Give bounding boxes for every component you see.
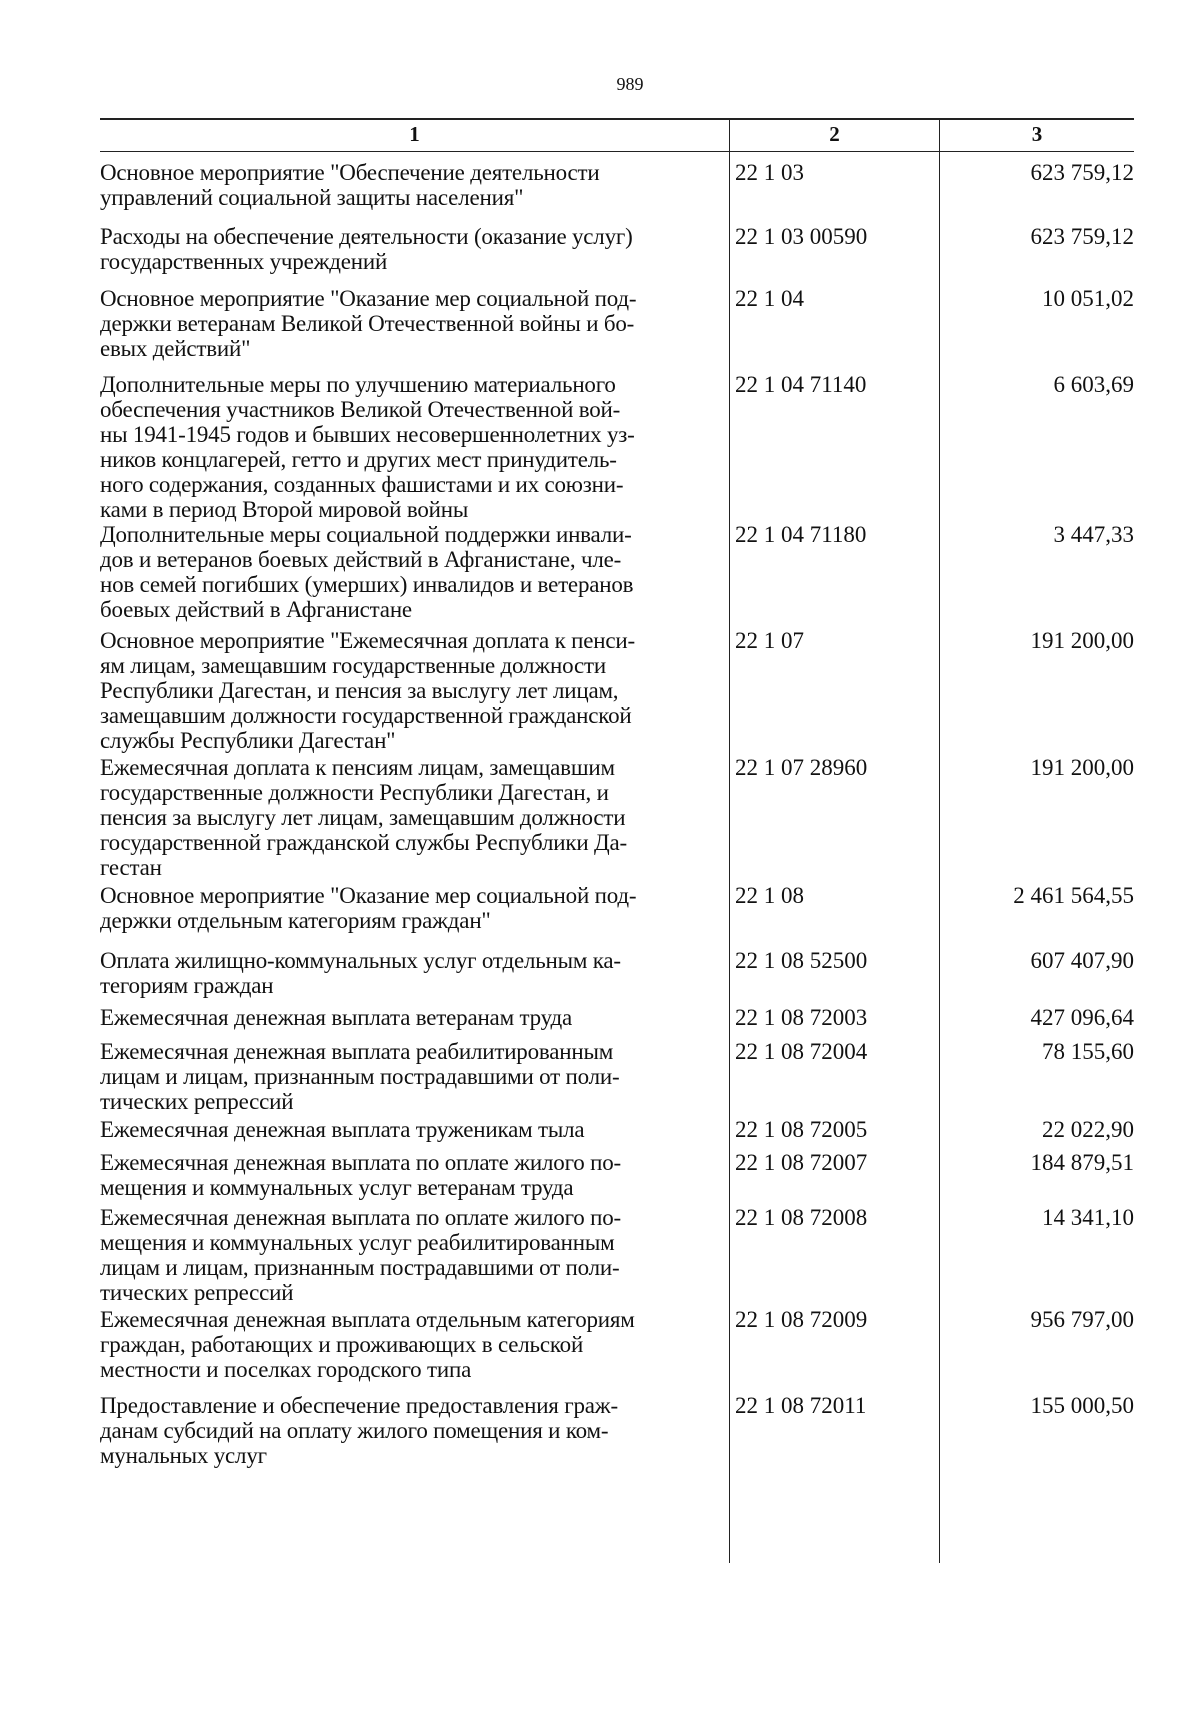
column-header-3: 3 bbox=[1031, 122, 1043, 146]
row-code: 22 1 08 72011 bbox=[735, 1393, 867, 1418]
row-name: Основное мероприятие "Обеспечение деятельности управлений социальной защиты населения" bbox=[100, 160, 600, 210]
row-code: 22 1 03 bbox=[735, 160, 804, 185]
row-code: 22 1 04 71140 bbox=[735, 372, 867, 397]
table-top-rule bbox=[100, 118, 1134, 120]
row-amount: 22 022,90 bbox=[1042, 1117, 1134, 1142]
column-divider-1 bbox=[729, 118, 730, 1563]
row-name: Расходы на обеспечение деятельности (оказание услуг) государственных учреждений bbox=[100, 224, 633, 274]
row-amount: 78 155,60 bbox=[1042, 1039, 1134, 1064]
row-name: Ежемесячная денежная выплата по оплате жилого по- мещения и коммунальных услуг ветеранам труда bbox=[100, 1150, 621, 1200]
row-code: 22 1 08 52500 bbox=[735, 948, 868, 973]
row-amount: 14 341,10 bbox=[1042, 1205, 1134, 1230]
table-header-rule bbox=[100, 151, 1134, 152]
row-amount: 155 000,50 bbox=[1030, 1393, 1134, 1418]
row-amount: 607 407,90 bbox=[1030, 948, 1134, 973]
row-name: Ежемесячная доплата к пенсиям лицам, замещавшим государственные должности Республики Дагестан, и пенсия за выслугу лет лицам, замещавшим должности государственной гражданской службы Республики Да- гестан bbox=[100, 755, 627, 880]
row-code: 22 1 08 72005 bbox=[735, 1117, 868, 1142]
row-name: Основное мероприятие "Ежемесячная доплата к пенси- ям лицам, замещавшим государственные должности Республики Дагестан, и пенсия за выслугу лет лицам, замещавшим должности государственной гражданской службы Республики Дагестан" bbox=[100, 628, 635, 753]
row-code: 22 1 08 72009 bbox=[735, 1307, 868, 1332]
row-code: 22 1 04 bbox=[735, 286, 804, 311]
row-amount: 956 797,00 bbox=[1030, 1307, 1134, 1332]
row-name: Ежемесячная денежная выплата труженикам тыла bbox=[100, 1117, 585, 1142]
row-code: 22 1 04 71180 bbox=[735, 522, 867, 547]
row-name: Оплата жилищно-коммунальных услуг отдельным ка- тегориям граждан bbox=[100, 948, 621, 998]
row-name: Ежемесячная денежная выплата отдельным категориям граждан, работающих и проживающих в сельской местности и поселках городского типа bbox=[100, 1307, 635, 1382]
row-code: 22 1 07 28960 bbox=[735, 755, 868, 780]
column-divider-2 bbox=[939, 118, 940, 1563]
page-number: 989 bbox=[616, 74, 644, 94]
row-name: Основное мероприятие "Оказание мер социальной под- держки отдельным категориям граждан" bbox=[100, 883, 637, 933]
row-amount: 623 759,12 bbox=[1030, 224, 1134, 249]
row-amount: 6 603,69 bbox=[1053, 372, 1134, 397]
row-amount: 184 879,51 bbox=[1030, 1150, 1134, 1175]
row-amount: 191 200,00 bbox=[1030, 755, 1134, 780]
row-code: 22 1 07 bbox=[735, 628, 804, 653]
budget-table bbox=[100, 118, 1134, 1563]
row-name: Основное мероприятие "Оказание мер социальной под- держки ветеранам Великой Отечественной войны и бо- евых действий" bbox=[100, 286, 637, 361]
row-amount: 3 447,33 bbox=[1053, 522, 1134, 547]
column-header-2: 2 bbox=[829, 122, 840, 146]
row-name: Предоставление и обеспечение предоставления граж- данам субсидий на оплату жилого помещения и ком- мунальных услуг bbox=[100, 1393, 618, 1468]
row-code: 22 1 08 72008 bbox=[735, 1205, 868, 1230]
row-amount: 427 096,64 bbox=[1030, 1005, 1134, 1030]
row-amount: 2 461 564,55 bbox=[1013, 883, 1134, 908]
row-amount: 191 200,00 bbox=[1030, 628, 1134, 653]
row-code: 22 1 08 72007 bbox=[735, 1150, 868, 1175]
row-amount: 10 051,02 bbox=[1042, 286, 1134, 311]
column-header-1: 1 bbox=[409, 122, 420, 146]
row-code: 22 1 08 bbox=[735, 883, 804, 908]
row-name: Дополнительные меры по улучшению материального обеспечения участников Великой Отечественной вой- ны 1941-1945 годов и бывших несовершеннолетних уз- ников концлагерей, гетто и других мест принудитель- ного содержания, созданных фашистами и их союзни- ками в период Второй мировой войны bbox=[100, 372, 635, 522]
row-amount: 623 759,12 bbox=[1030, 160, 1134, 185]
row-name: Дополнительные меры социальной поддержки инвали- дов и ветеранов боевых действий в Афганистане, чле- нов семей погибших (умерших) инвалидов и ветеранов боевых действий в Афганистане bbox=[100, 522, 634, 622]
row-name: Ежемесячная денежная выплата по оплате жилого по- мещения и коммунальных услуг реабилитированным лицам и лицам, признанным пострадавшими от поли- тических репрессий bbox=[100, 1205, 621, 1305]
row-code: 22 1 08 72004 bbox=[735, 1039, 868, 1064]
row-name: Ежемесячная денежная выплата ветеранам труда bbox=[100, 1005, 572, 1030]
row-name: Ежемесячная денежная выплата реабилитированным лицам и лицам, признанным пострадавшими от поли- тических репрессий bbox=[100, 1039, 620, 1114]
row-code: 22 1 08 72003 bbox=[735, 1005, 868, 1030]
row-code: 22 1 03 00590 bbox=[735, 224, 868, 249]
